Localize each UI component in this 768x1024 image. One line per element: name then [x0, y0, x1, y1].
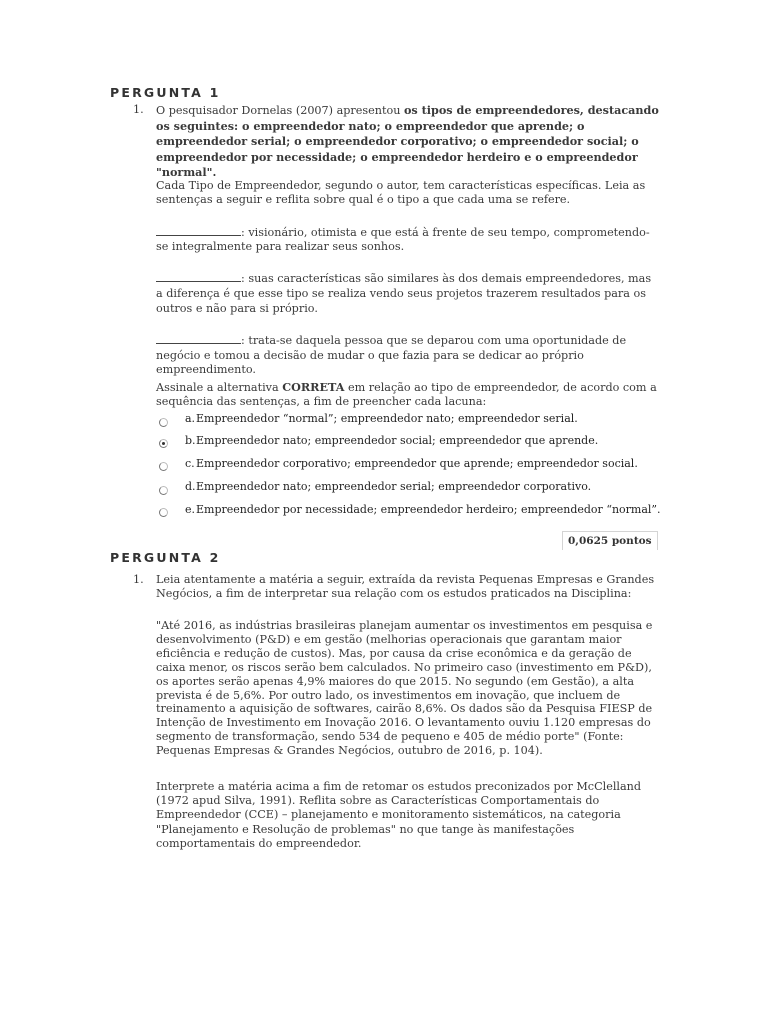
- sentence-1-text: : visionário, otimista e que está à frente de seu tempo, comprometendo-se integralmente para realizar seus sonhos.: [156, 226, 650, 253]
- blank-line: [156, 225, 241, 236]
- instruction-bold: CORRETA: [282, 380, 345, 394]
- option-d-text: Empreendedor nato; empreendedor serial; empreendedor corporativo.: [196, 480, 592, 493]
- option-e-letter: e.: [185, 503, 196, 516]
- option-e-text: Empreendedor por necessidade; empreendedor herdeiro; empreendedor “normal”.: [196, 503, 661, 516]
- sentence-2-text: : suas características são similares às dos demais empreendedores, mas a diferença é que esse tipo se realiza vendo seus projetos trazerem resultados para os outros e não para si próprio.: [156, 272, 652, 315]
- option-a-letter: a.: [185, 412, 196, 425]
- option-a[interactable]: [185, 412, 578, 426]
- option-d-letter: d.: [185, 480, 196, 493]
- option-e[interactable]: [185, 503, 661, 517]
- option-a-radio[interactable]: [159, 418, 168, 427]
- blank-line: [156, 333, 241, 344]
- sentence-3: [156, 333, 661, 378]
- sentence-1: [156, 225, 661, 254]
- sentence-2: [156, 271, 661, 316]
- question-2-interpret: Interprete a matéria acima a fim de retomar os estudos preconizados por McClelland (1972 apud Silva, 1991). Reflita sobre as Características Comportamentais do Empreendedor (CCE) – planejamento e monitoramento sistemáticos, na categoria "Planejamento e Resolução de problemas" no que tange às manifestações comportamentais do empreendedor.: [156, 780, 642, 850]
- option-b-radio[interactable]: [159, 439, 168, 448]
- option-c-radio[interactable]: [159, 462, 168, 471]
- question-1-intro: Cada Tipo de Empreendedor, segundo o autor, tem características específicas. Leia as sentenças a seguir e reflita sobre qual é o tipo a que cada uma se refere.: [156, 179, 646, 206]
- option-e-radio[interactable]: [159, 508, 168, 517]
- option-b[interactable]: [185, 434, 598, 448]
- option-d[interactable]: [185, 480, 591, 494]
- instruction-pre: Assinale a alternativa: [156, 381, 283, 394]
- question-1-stem-normal: O pesquisador Dornelas (2007) apresentou: [156, 104, 404, 117]
- blank-line: [156, 271, 241, 282]
- option-a-text: Empreendedor “normal”; empreendedor nato; empreendedor serial.: [196, 412, 578, 425]
- option-c-letter: c.: [185, 457, 195, 470]
- sentence-3-text: : trata-se daquela pessoa que se deparou com uma oportunidade de negócio e tomou a decisão de mudar o que fazia para se dedicar ao próprio empreendimento.: [156, 334, 627, 376]
- question-2-number: 1.: [133, 573, 144, 586]
- question-1-title: PERGUNTA 1: [110, 85, 221, 100]
- option-c[interactable]: [185, 457, 638, 471]
- question-1-number: 1.: [133, 103, 144, 116]
- question-1-instruction: [156, 380, 661, 409]
- instruction-post: em relação ao tipo de empreendedor, de acordo com a sequência das sentenças, a fim de preencher cada lacuna:: [156, 381, 657, 408]
- option-b-letter: b.: [185, 434, 196, 447]
- option-c-text: Empreendedor corporativo; empreendedor que aprende; empreendedor social.: [196, 457, 638, 470]
- points-badge: 0,0625 pontos: [562, 531, 658, 550]
- option-d-radio[interactable]: [159, 486, 168, 495]
- question-2-title: PERGUNTA 2: [110, 550, 221, 565]
- option-b-text: Empreendedor nato; empreendedor social; empreendedor que aprende.: [196, 434, 599, 447]
- question-2-quote: "Até 2016, as indústrias brasileiras planejam aumentar os investimentos em pesquisa e desenvolvimento (P&D) e em gestão (melhorias operacionais que garantam maior eficiência e redução de custos). Mas, por causa da crise econômica e da geração de caixa menor, os riscos serão bem calculados. No primeiro caso (investimento em P&D), os aportes serão apenas 4,9% maiores do que 2015. No segundo (em Gestão), a alta prevista é de 5,6%. Por outro lado, os investimentos em inovação, que incluem de treinamento a aquisição de softwares, cairão 8,6%. Os dados são da Pesquisa FIESP de Intenção de Investimento em Inovação 2016. O levantamento ouviu 1.120 empresas do segmento de transformação, sendo 534 de pequeno e 405 de médio porte" (Fonte: Pequenas Empresas & Grandes Negócios, outubro de 2016, p. 104).: [156, 619, 653, 758]
- question-1-stem-bold: os tipos de empreendedores, destacando os seguintes: o empreendedor nato; o empreendedor que aprende; o empreendedor serial; o empreendedor corporativo; o empreendedor social; o empreendedor por necessidade; o empreendedor herdeiro e o empreendedor "normal".: [156, 103, 659, 179]
- question-2-stem: Leia atentamente a matéria a seguir, extraída da revista Pequenas Empresas e Grandes Negócios, a fim de interpretar sua relação com os estudos praticados na Disciplina:: [156, 573, 655, 600]
- question-1-stem: [156, 103, 661, 181]
